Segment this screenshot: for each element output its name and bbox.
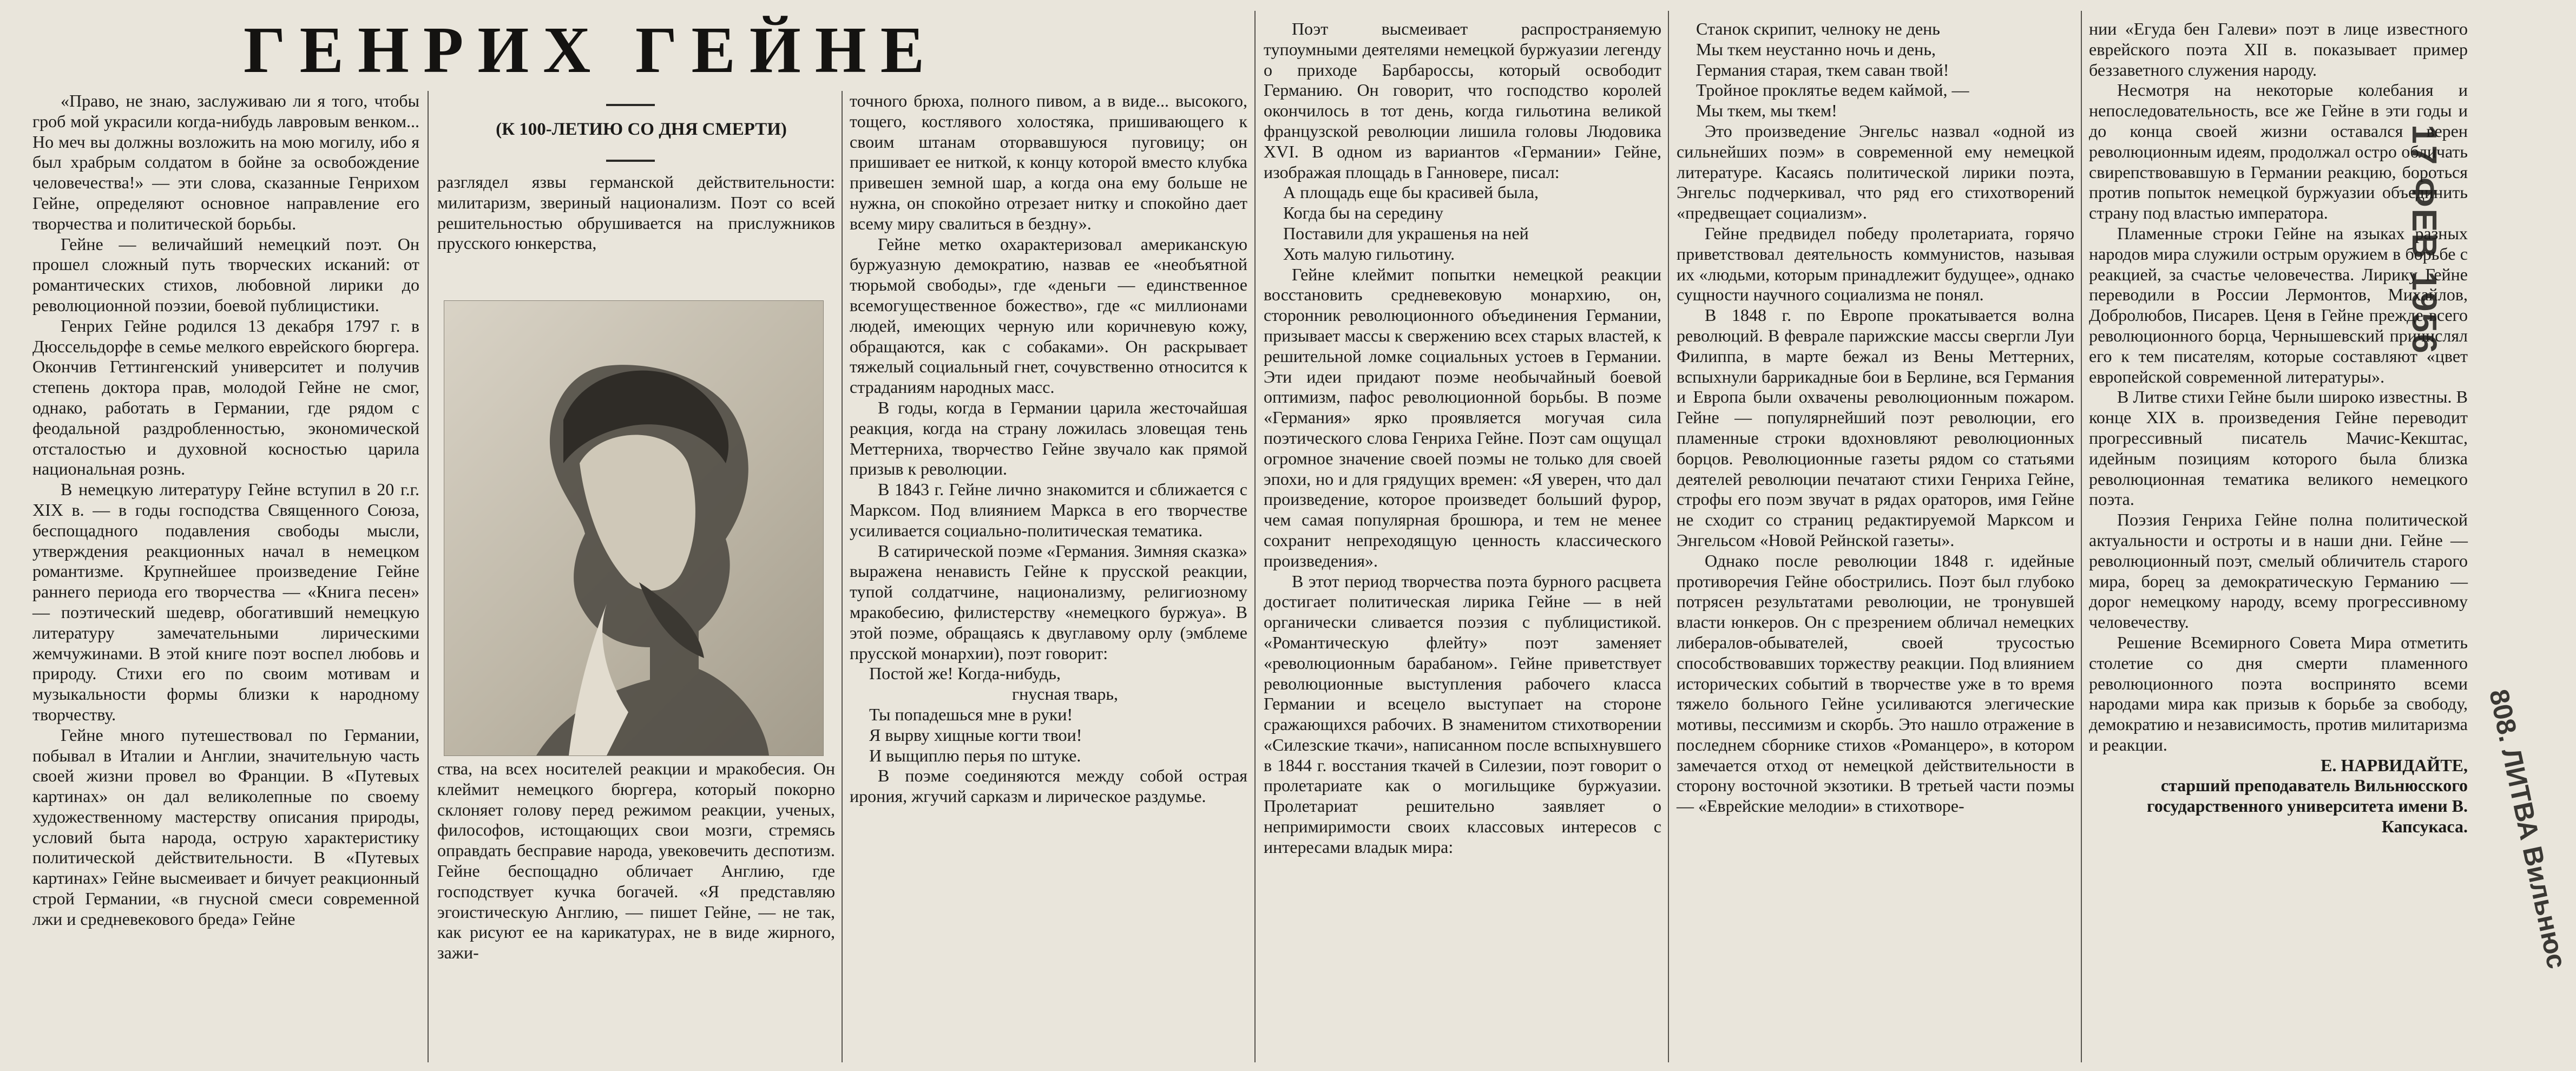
- date-stamp: 17 ФЕВ 1956: [2405, 124, 2444, 355]
- paragraph: Гейне много путешествовал по Германии, побывал в Италии и Англии, значительную часть своей жизни провел во Франции. В «Путевых картинах» он дал великолепные по своему художественному мастерству описания природы, условий быта народа, острую характеристику политической действительности. В «Путевых картинах» Гейне высмеивает и бичует реакционный строй Германии, «в гнусной смеси современной лжи и средневекового бреда» Гейне: [32, 725, 419, 929]
- paragraph: точного брюха, полного пивом, а в виде... высокого, тощего, костлявого холостяка, пришивающего к своим штанам оторвавшуюся пуговицу; он пришивает ее ниткой, к концу которой вместо клубка привешен земной шар, а когда она ему больше не нужна, он спокойно отрезает нитку и спокойно дает всему миру свалиться в бездну».: [850, 91, 1247, 233]
- paragraph: В 1848 г. по Европе прокатывается волна революций. В феврале парижские массы свергли Луи Филиппа, в марте бежал из Вены Меттерних, вспыхнули баррикадные бои в Берлине, вся Германия и Европа были охвачены революционным пожаром. Гейне — популярнейший поэт революции, его пламенные строки вдохновляют революционных борцов. Революционные газеты рядом со статьями деятелей революции печатают стихи Генриха Гейне, строфы его поэм звучат в рядах ораторов, имя Гейне не сходит со страниц редактируемой Марксом и Энгельсом «Новой Рейнской газеты».: [1677, 305, 2074, 550]
- poem-line: И выщиплю перья по штуке.: [869, 745, 1081, 765]
- paragraph: Гейне предвидел победу пролетариата, горячо приветствовал деятельность коммунистов, называя их «людьми, которым принадлежит будущее», однако сущности научного социализма не понял.: [1677, 223, 2074, 305]
- poem-line: А площадь еще бы красивей была,: [1283, 182, 1539, 202]
- paragraph: Гейне — величайший немецкий поэт. Он прошел сложный путь творческих исканий: от романтических стихов, любовной лирики до революционной поэзии, боевой публицистики.: [32, 234, 419, 315]
- poem-line: Мы ткем, мы ткем!: [1696, 101, 1837, 121]
- portrait-drawing: [444, 301, 823, 755]
- column-divider: [1668, 11, 1669, 1062]
- column-3: [850, 91, 1247, 1065]
- poem-line: Тройное проклятье ведем каймой, —: [1696, 80, 1969, 100]
- poem-line: Постой же! Когда-нибудь,: [869, 663, 1061, 684]
- subtitle-rule-bottom: [606, 160, 655, 162]
- column-5: [1677, 19, 2074, 1066]
- poem-line: Станок скрипит, челноку не день: [1696, 19, 1940, 38]
- author-title: старший преподаватель Вильнюсского государственного университета имени В. Капсукаса.: [2147, 776, 2468, 837]
- paragraph: В 1843 г. Гейне лично знакомится и сближается с Марксом. Под влиянием Маркса в его творчестве усиливается социально-политическая тематика.: [850, 479, 1247, 540]
- paragraph: Поэт высмеивает распространяемую тупоумными деятелями немецкой буржуазии легенду о приходе Барбароссы, который освободит Германию. Он говорит, что господство королей окончилось в тот день, когда гильотина великой французской революции лишила головы Людовика XVI. В одном из вариантов «Германии» Гейне, изображая площадь в Ганновере, писал:: [1264, 19, 1661, 182]
- poem-line: Мы ткем неустанно ночь и день,: [1696, 39, 1936, 59]
- column-divider: [842, 91, 843, 1062]
- column-divider: [2081, 11, 2082, 1062]
- poem-line: Ты попадешься мне в руки!: [869, 704, 1073, 724]
- paragraph: Поэзия Генриха Гейне полна политической актуальности и остроты и в наши дни. Гейне — революционный поэт, смелый обличитель старого мира, борец за демократическую Германию — дорог немецкому народу, всему прогрессивному человечеству.: [2089, 510, 2468, 632]
- column-6: [2089, 19, 2468, 1066]
- paragraph: В годы, когда в Германии царила жесточайшая реакция, когда на страну ложилась зловещая тень Меттерниха, творчество Гейне звучало как прямой призыв к революции.: [850, 397, 1247, 479]
- column-4: [1264, 19, 1661, 1066]
- paragraph: Гейне клеймит попытки немецкой реакции восстановить средневековую монархию, он, сторонник революционного объединения Германии, призывает массы к свержению всех старых властей, к решительной ломке социальных устоев в Германии. Эти идеи придают поэме необычайный боевой оптимизм, пафос революционной борьбы. В поэме «Германия» ярко проявляется могучая сила поэтического слова Генриха Гейне. Поэт сам ощущал огромное значение своей поэмы не только для своей эпохи, но и для грядущих времен: «Я уверен, что дал произведение, которое произведет больший фурор, чем самая популярная брошюра, и тем не менее сохранит непреходящую ценность классического произведения».: [1264, 264, 1661, 570]
- paragraph: В сатирической поэме «Германия. Зимняя сказка» выражена ненависть Гейне к прусской реакции, тупой солдатчине, национализму, религиозному мракобесию, филистерству «немецкого буржуа». В этой поэме, обращаясь к двуглавому орлу (эмблеме прусской монархии), поэт говорит:: [850, 541, 1247, 663]
- subtitle-rule-top: [606, 104, 655, 106]
- paragraph: нии «Егуда бен Галеви» поэт в лице известного еврейского поэта XII в. показывает пример беззаветного служения народу.: [2089, 19, 2468, 80]
- paragraph: Несмотря на некоторые колебания и непоследовательность, все же Гейне в эти годы и до конца своей жизни оставался верен революционным идеям, продолжал остро обличать свирепствовавшую в Германии реакцию, бороться против попыток немецкой буржуазии объединить страну под властью императора.: [2089, 80, 2468, 223]
- poem-line: Хоть малую гильотину.: [1283, 244, 1455, 264]
- paragraph: Однако после революции 1848 г. идейные противоречия Гейне обострились. Поэт был глубоко потрясен результатами революции, не тронувшей власти юнкеров. Он с презрением обличал немецких либералов-обывателей, своей трусостью способствовавших торжеству реакции. Под влиянием исторических событий в творчестве уже в то время тяжело больного Гейне усиливаются элегические мотивы, пессимизм и скорбь. Это нашло отражение в последнем сборнике стихов «Романцеро», в котором замечается отход от немецкой действительности в сторону восточной экзотики. В третьей части поэмы — «Еврейские мелодии» в стихотворе-: [1677, 550, 2074, 816]
- heine-portrait: [444, 300, 824, 756]
- library-shelf-mark: 808. ЛИТВА Вильнюс: [2483, 686, 2573, 971]
- paragraph: разглядел язвы германской действительности: милитаризм, звериный национализм. Поэт со всей решительностью обрушивается на прислужников прусского юнкерства,: [437, 172, 835, 253]
- column-2-bottom: [437, 759, 835, 1065]
- column-divider: [428, 91, 429, 1062]
- headline: ГЕНРИХ ГЕЙНЕ: [244, 14, 939, 87]
- poem-line: Германия старая, ткем саван твой!: [1696, 60, 1949, 80]
- column-divider: [1254, 11, 1256, 1062]
- paragraph: В немецкую литературу Гейне вступил в 20 г.г. XIX в. — в годы господства Священного Союза, беспощадного подавления свободы мысли, утверждения реакционных начал в немецком романтизме. Крупнейшее произведение Гейне раннего периода его творчества — «Книга песен» — поэтический шедевр, обогативший немецкую литературу замечательными лирическими жемчужинами. В этой книге поэт воспел любовь и природу. Стихи его по своим мотивам и музыкальности формы близки к народному творчеству.: [32, 479, 419, 724]
- poem-line: Поставили для украшенья на ней: [1283, 223, 1529, 243]
- paragraph: ства, на всех носителей реакции и мракобесия. Он клеймит немецкого бюргера, который покорно склоняет голову перед режимом реакции, ученых, философов, истощающих свои мозги, стремясь оправдать бесправие народа, увековечить деспотизм. Гейне беспощадно обличает Англию, где господствует кучка богачей. «Я представляю эгоистическую Англию, — пишет Гейне, — не так, как рисуют ее на карикатурах, не в виде жирного, зажи-: [437, 759, 835, 963]
- paragraph: В этот период творчества поэта бурного расцвета достигает политическая лирика Гейне — в ней органически сливается поэзия с публицистикой. «Романтическую флейту» поэт заменяет «революционным барабаном». Гейне приветствует революционные выступления рабочего класса Германии и всецело выступает на стороне сражающихся рабочих. В знаменитом стихотворении «Силезские ткачи», написанном после вспыхнувшего в 1844 г. восстания ткачей в Силезии, поэт говорит о пролетариате как о могильщике буржуазии. Пролетариат решительно заявляет о непримиримости своих классовых интересов с интересами владык мира:: [1264, 571, 1661, 857]
- column-2-top: [437, 172, 835, 294]
- poem-line: гнусная тварь,: [1012, 684, 1118, 704]
- subtitle: (К 100-ЛЕТИЮ СО ДНЯ СМЕРТИ): [496, 120, 787, 139]
- paragraph: «Право, не знаю, заслуживаю ли я того, чтобы гроб мой украсили когда-нибудь лавровым венком... Но меч вы должны возложить на мою могилу, ибо я был храбрым солдатом в бойне за освобождение человечества!» — эти слова, сказанные Генрихом Гейне, определяют основное направление его творчества и политической борьбы.: [32, 91, 419, 233]
- paragraph: Генрих Гейне родился 13 декабря 1797 г. в Дюссельдорфе в семье мелкого еврейского бюргера. Окончив Геттингенский университет и получив степень доктора прав, молодой Гейне не смог, однако, работать в Германии, где рядом с феодальной раздробленностью, экономической отсталостью и духовной косностью царила национальная рознь.: [32, 316, 419, 479]
- column-1: [32, 91, 419, 1065]
- author-name: Е. НАРВИДАЙТЕ,: [2321, 755, 2468, 775]
- paragraph: Пламенные строки Гейне на языках разных народов мира служили острым оружием в борьбе с реакцией, за счастье человечества. Лирику Гейне переводили в России Лермонтов, Михайлов, Добролюбов, Писарев. Ценя в Гейне прежде всего революционного борца, Чернышевский причислял его к тем писателям, которые составляют «цвет европейской современной литературы».: [2089, 223, 2468, 386]
- paragraph: В Литве стихи Гейне были широко известны. В конце XIX в. произведения Гейне переводит прогрессивный писатель Мачис-Кекштас, идейным позициям которого была близка революционная тематика великого немецкого поэта.: [2089, 387, 2468, 509]
- paragraph: Это произведение Энгельс назвал «одной из сильнейших поэм» в современной ему немецкой литературе. Касаясь политической лирики поэта, Энгельс подчеркивал, что ряд его стихотворений «предвещает социализм».: [1677, 121, 2074, 223]
- poem-line: Когда бы на середину: [1283, 203, 1443, 223]
- paragraph: Гейне метко охарактеризовал американскую буржуазную демократию, назвав ее «необъятной тюрьмой свободы», где «деньги — единственное всемогущественное божество», где «с миллионами людей, имеющих черную или коричневую кожу, обращаются, как с собаками». Он раскрывает тяжелый социальный гнет, сочувственно относится к страданиям народных масс.: [850, 234, 1247, 397]
- paragraph: Решение Всемирного Совета Мира отметить столетие со дня смерти пламенного революционного поэта воспринято всеми народами мира как призыв к борьбе за свободу, демократию и независимость, против милитаризма и реакции.: [2089, 632, 2468, 754]
- paragraph: В поэме соединяются между собой острая ирония, жгучий сарказм и лирическое раздумье.: [850, 766, 1247, 806]
- poem-line: Я вырву хищные когти твои!: [869, 725, 1082, 745]
